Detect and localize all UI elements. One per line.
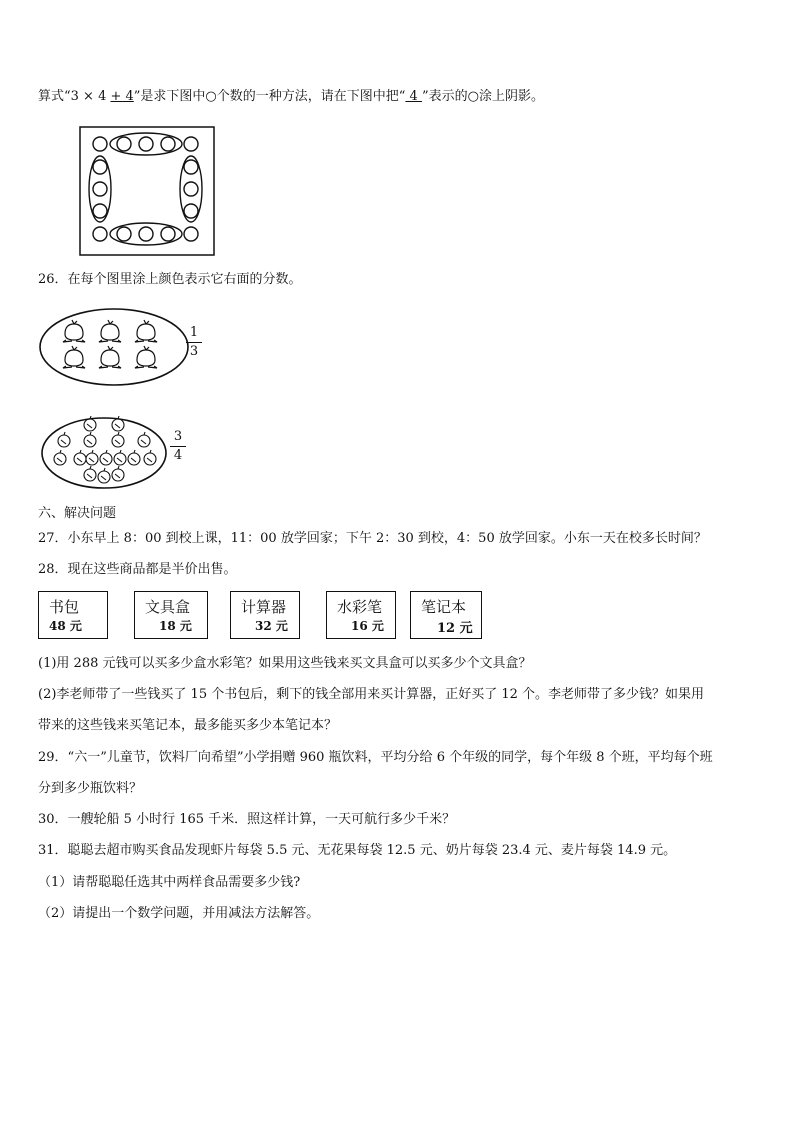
apple-icon <box>144 450 156 465</box>
q29-line1: 29．“六一”儿童节，饮料厂向希望”小学捐赠 960 瓶饮料，平均分给 6 个年级的同学，每个年级 8 个班，平均每个班 <box>38 750 713 765</box>
goods-card-schoolbag: 书包 48 元 <box>38 591 108 639</box>
q27-text: 27．小东早上 8：00 到校上课，11：00 放学回家；下午 2：30 到校，4：50 放学回家。小东一天在校多长时间？ <box>38 531 707 546</box>
circle <box>93 137 107 151</box>
apple-ellipse-figure <box>40 415 170 491</box>
peach-icon <box>99 346 121 368</box>
peach-ellipse-figure <box>38 306 190 388</box>
apple-icon <box>58 432 70 447</box>
apple-icon <box>112 432 124 447</box>
fraction-three-quarters: 3 4 <box>170 430 186 463</box>
circle <box>161 227 175 241</box>
circle-frame-figure <box>78 125 218 257</box>
q28-sub1: (1)用 288 元钱可以买多少盒水彩笔？如果用这些钱来买文具盒可以买多少个文具盒？ <box>38 656 532 671</box>
q26-text: 26．在每个图里涂上颜色表示它右面的分数。 <box>38 272 302 287</box>
circle <box>93 182 107 196</box>
goods-card-watercolor-pen: 水彩笔 16 元 <box>326 591 396 639</box>
q28-text: 28．现在这些商品都是半价出售。 <box>38 562 237 577</box>
apple-icon <box>112 466 124 481</box>
goods-card-pencil-case: 文具盒 18 元 <box>134 591 208 639</box>
circle <box>93 204 107 218</box>
peach-icon <box>63 346 85 368</box>
circle <box>184 182 198 196</box>
peach-icon <box>135 320 157 342</box>
apple-icon <box>98 468 110 483</box>
circle <box>139 227 153 241</box>
apple-icon <box>74 450 86 465</box>
circle <box>93 160 107 174</box>
apple-icon <box>138 432 150 447</box>
circle <box>184 204 198 218</box>
fraction-one-third: 1 3 <box>186 326 202 359</box>
circle <box>139 137 153 151</box>
q28-sub2-line1: (2)李老师带了一些钱买了 15 个书包后，剩下的钱全部用来买计算器，正好买了 12 个。李老师带了多少钱？如果用 <box>38 687 705 702</box>
frame-border <box>80 127 214 255</box>
outer-ellipse <box>40 309 188 385</box>
apple-icon <box>84 466 96 481</box>
q28-sub2-line2: 带来的这些钱来买笔记本，最多能买多少本笔记本？ <box>38 718 338 733</box>
apple-icon <box>84 432 96 447</box>
apple-icon <box>100 450 112 465</box>
q30-text: 30．一艘轮船 5 小时行 165 千米．照这样计算，一天可航行多少千米？ <box>38 812 456 827</box>
goods-card-calculator: 计算器 32 元 <box>230 591 300 639</box>
apple-icon <box>54 450 66 465</box>
goods-card-notebook: 笔记本 12 元 <box>410 591 482 639</box>
q29-line2: 分到多少瓶饮料？ <box>38 781 143 796</box>
circle <box>184 227 198 241</box>
fraction-bar <box>186 342 202 343</box>
q31-text: 31．聪聪去超市购买食品发现虾片每袋 5.5 元、无花果每袋 12.5 元、奶片每袋 23.4 元、麦片每袋 14.9 元。 <box>38 843 677 858</box>
apple-icon <box>128 450 140 465</box>
peach-icon <box>63 320 85 342</box>
q25-text: 算式“3 × 4 + 4”是求下图中○个数的一种方法，请在下图中把“ 4 ”表示的○涂上阴影。 <box>38 89 544 104</box>
peach-icon <box>135 346 157 368</box>
circle <box>161 137 175 151</box>
circle <box>117 227 131 241</box>
circle <box>117 137 131 151</box>
circle <box>184 160 198 174</box>
peach-icon <box>99 320 121 342</box>
circle <box>93 227 107 241</box>
apple-icon <box>114 450 126 465</box>
section-title: 六、解决问题 <box>38 506 117 521</box>
q31-sub1: （1）请帮聪聪任选其中两样食品需要多少钱? <box>38 875 301 890</box>
q31-sub2: （2）请提出一个数学问题，并用减法方法解答。 <box>38 906 320 921</box>
circle <box>184 137 198 151</box>
fraction-bar <box>170 446 186 447</box>
apple-icon <box>86 450 98 465</box>
